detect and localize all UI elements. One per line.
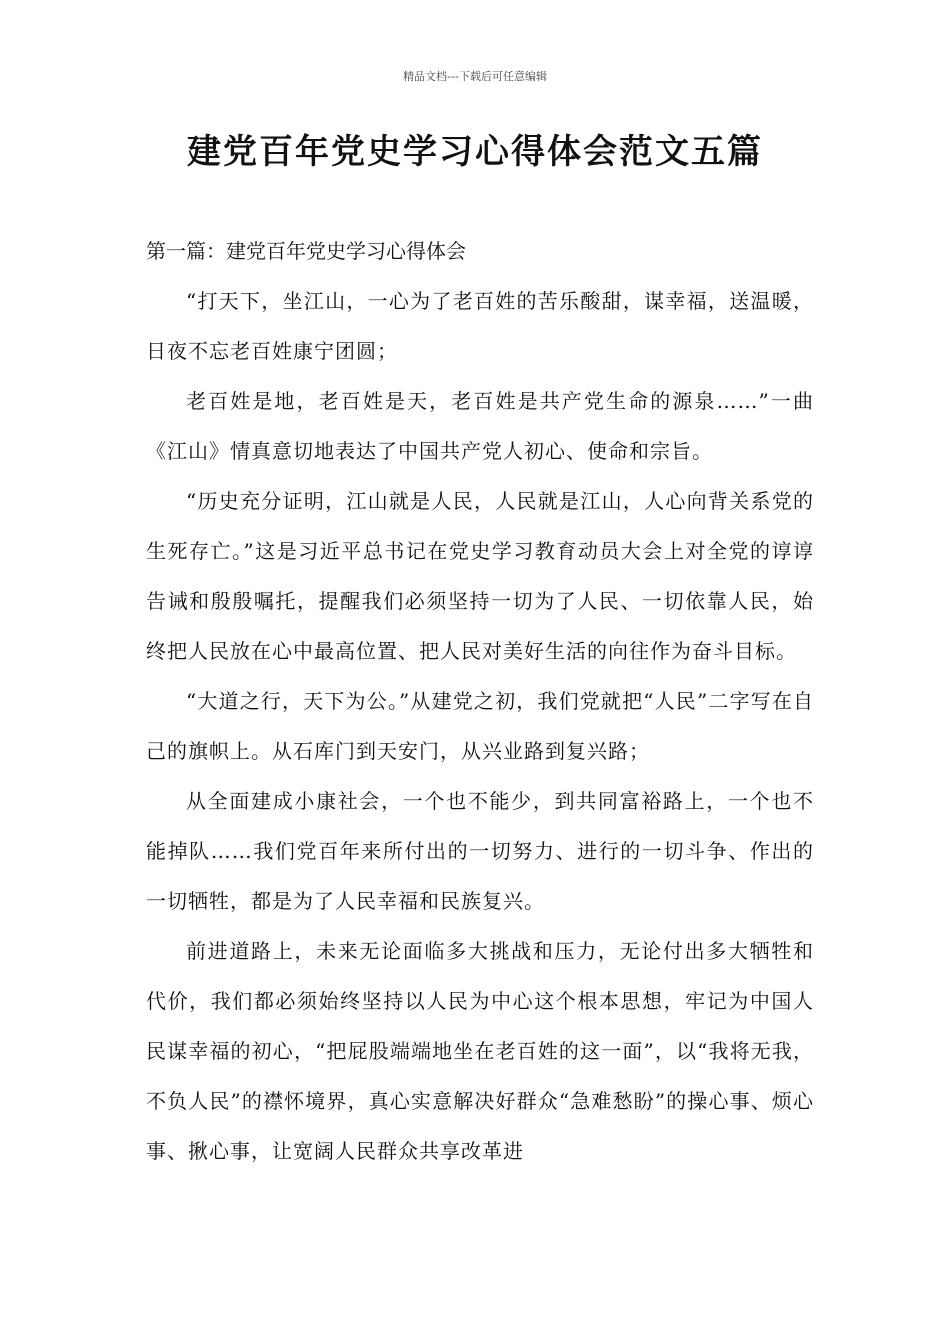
paragraph: 从全面建成小康社会，一个也不能少，到共同富裕路上，一个也不能掉队……我们党百年来所付出的一切努力、进行的一切斗争、作出的一切牺牲，都是为了人民幸福和民族复兴。 bbox=[146, 789, 814, 913]
paragraph: “历史充分证明，江山就是人民，人民就是江山，人心向背关系党的生死存亡。”这是习近平总书记在党史学习教育动员大会上对全党的谆谆告诫和殷殷嘱托，提醒我们必须坚持一切为了人民、一切依靠人民，始终把人民放在心中最高位置、把人民对美好生活的向往作为奋斗目标。 bbox=[146, 489, 814, 663]
document-body bbox=[146, 226, 814, 1176]
paragraph: 老百姓是地，老百姓是天，老百姓是共产党生命的源泉……”一曲《江山》情真意切地表达了中国共产党人初心、使命和宗旨。 bbox=[146, 389, 814, 463]
paragraph: 前进道路上，未来无论面临多大挑战和压力，无论付出多大牺牲和代价，我们都必须始终坚持以人民为中心这个根本思想，牢记为中国人民谋幸福的初心，“把屁股端端地坐在老百姓的这一面”，以“我将无我，不负人民”的襟怀境界，真心实意解决好群众“急难愁盼”的操心事、烦心事、揪心事，让宽阔人民群众共享改革进 bbox=[146, 939, 814, 1163]
paragraph: “打天下，坐江山，一心为了老百姓的苦乐酸甜，谋幸福，送温暖，日夜不忘老百姓康宁团圆； bbox=[146, 289, 814, 363]
paragraph: “大道之行，天下为公。”从建党之初，我们党就把“人民”二字写在自己的旗帜上。从石库门到天安门，从兴业路到复兴路； bbox=[146, 689, 814, 763]
section-heading: 第一篇：建党百年党史学习心得体会 bbox=[146, 239, 466, 263]
document-title: 建党百年党史学习心得体会范文五篇 bbox=[187, 132, 763, 172]
header-note: 精品文档---下载后可任意编辑 bbox=[403, 70, 547, 83]
